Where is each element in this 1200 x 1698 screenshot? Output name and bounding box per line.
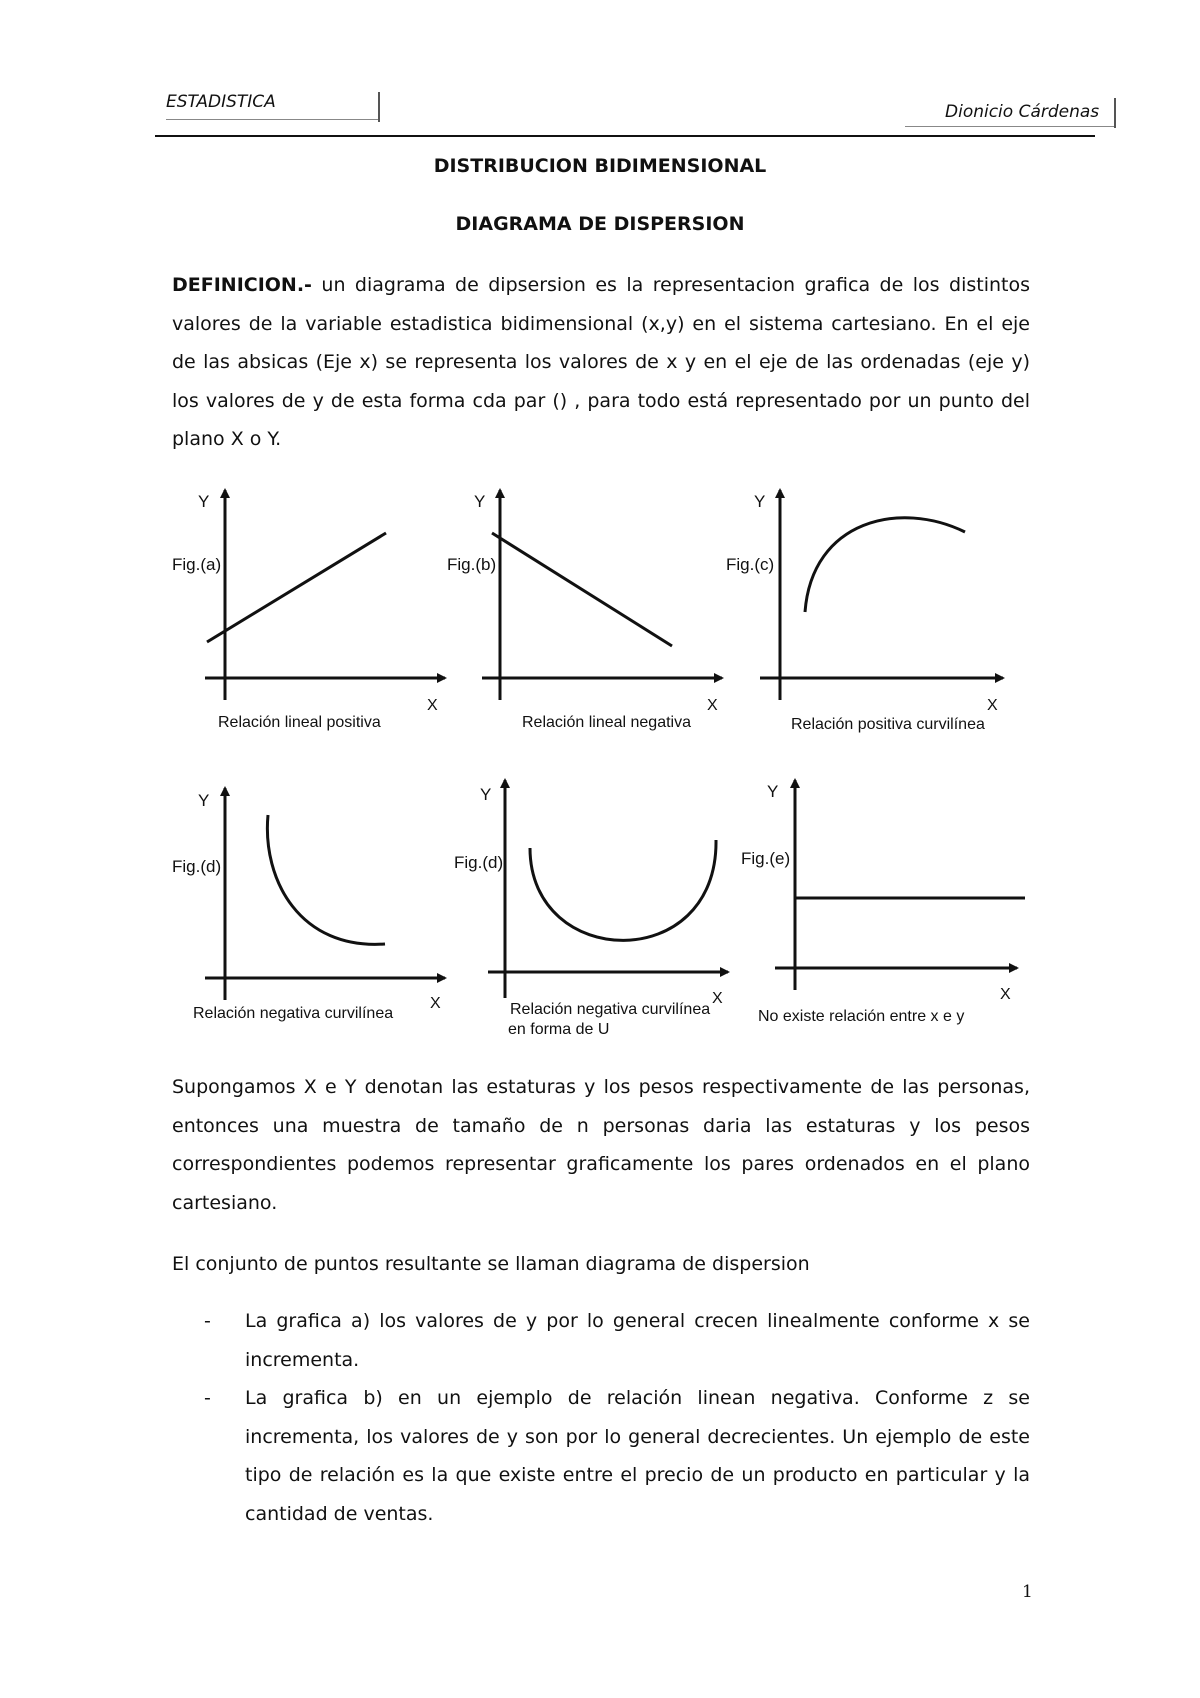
figure-e-caption: No existe relación entre x e y: [758, 1008, 965, 1025]
definition-text: un diagrama de dipsersion es la representacion grafica de los distintos valores de la variable estadistica bidimensional (x,y) en el sistema cartesiano. En el eje de las absicas (Eje x) se representa los valores de x y en el eje de las ordenadas (eje y) los valores de y de esta forma cda par () , para todo está representado por un punto del plano X o Y.: [172, 274, 1030, 450]
bullet-item: [172, 1302, 1030, 1379]
figure-a-caption: Relación lineal positiva: [218, 714, 381, 731]
header-right-author: Dionicio Cárdenas: [945, 102, 1100, 122]
figure-b-x-label: X: [707, 697, 718, 714]
figure-d-caption: Relación negativa curvilínea: [193, 1005, 394, 1022]
bullet-text: La grafica a) los valores de y por lo general crecen linealmente conforme x se incrementa.: [245, 1310, 1030, 1371]
figure-u-label: Fig.(d): [454, 853, 504, 872]
figure-u-caption-line1: Relación negativa curvilínea: [510, 1001, 711, 1018]
figure-d-curve: [267, 815, 385, 944]
figure-a-y-label: Y: [198, 492, 210, 511]
figure-b-y-label: Y: [474, 492, 486, 511]
definition-term: DEFINICION.-: [172, 274, 312, 296]
bullet-text: La grafica b) en un ejemplo de relación linean negativa. Conforme z se incrementa, los valores de y son por lo general decrecientes. Un ejemplo de este tipo de relación es la que existe entre el precio de un producto en particular y la cantidad de ventas.: [245, 1387, 1030, 1525]
page-subtitle: DIAGRAMA DE DISPERSION: [455, 213, 745, 235]
bullet-list: [172, 1302, 1030, 1533]
figure-b-caption: Relación lineal negativa: [522, 714, 691, 731]
figure-a-line: [207, 533, 386, 642]
figure-c-label: Fig.(c): [726, 555, 775, 574]
figure-a: [205, 490, 445, 700]
figure-u-y-label: Y: [480, 785, 492, 804]
bullet-dash: -: [204, 1310, 211, 1332]
figure-c-x-label: X: [987, 697, 998, 714]
figure-d: [205, 788, 445, 1000]
figure-d-x-label: X: [430, 995, 441, 1012]
figure-c-caption: Relación positiva curvilínea: [791, 716, 985, 733]
figure-b-line: [492, 533, 672, 646]
page-number: 1: [1022, 1582, 1033, 1602]
figure-u-caption-line2: en forma de U: [508, 1021, 610, 1038]
figure-d-label: Fig.(d): [172, 857, 222, 876]
page-title: DISTRIBUCION BIDIMENSIONAL: [433, 155, 767, 177]
figure-c: [760, 490, 1003, 700]
figure-u: [488, 780, 728, 998]
bullet-item: [172, 1379, 1030, 1533]
figure-c-curve: [805, 518, 965, 612]
figure-d-y-label: Y: [198, 791, 210, 810]
figure-e: [775, 780, 1025, 990]
figure-u-x-label: X: [712, 990, 723, 1007]
figure-e-y-label: Y: [767, 782, 779, 801]
figure-a-x-label: X: [427, 697, 438, 714]
figure-b: [482, 490, 722, 700]
figure-e-x-label: X: [1000, 986, 1011, 1003]
figure-e-label: Fig.(e): [741, 849, 791, 868]
paragraph-sample: Supongamos X e Y denotan las estaturas y los pesos respectivamente de las personas, entonces una muestra de tamaño de n personas daria las estaturas y los pesos correspondientes podemos representar graficamente los pares ordenados en el plano cartesiano.: [172, 1076, 1030, 1214]
figure-b-label: Fig.(b): [447, 555, 497, 574]
bullet-dash: -: [204, 1387, 211, 1409]
header-left-title: ESTADISTICA: [166, 92, 276, 112]
figure-c-y-label: Y: [754, 492, 766, 511]
paragraph-scatter: El conjunto de puntos resultante se llaman diagrama de dispersion: [172, 1253, 810, 1275]
figure-u-curve: [530, 840, 716, 940]
figure-a-label: Fig.(a): [172, 555, 222, 574]
